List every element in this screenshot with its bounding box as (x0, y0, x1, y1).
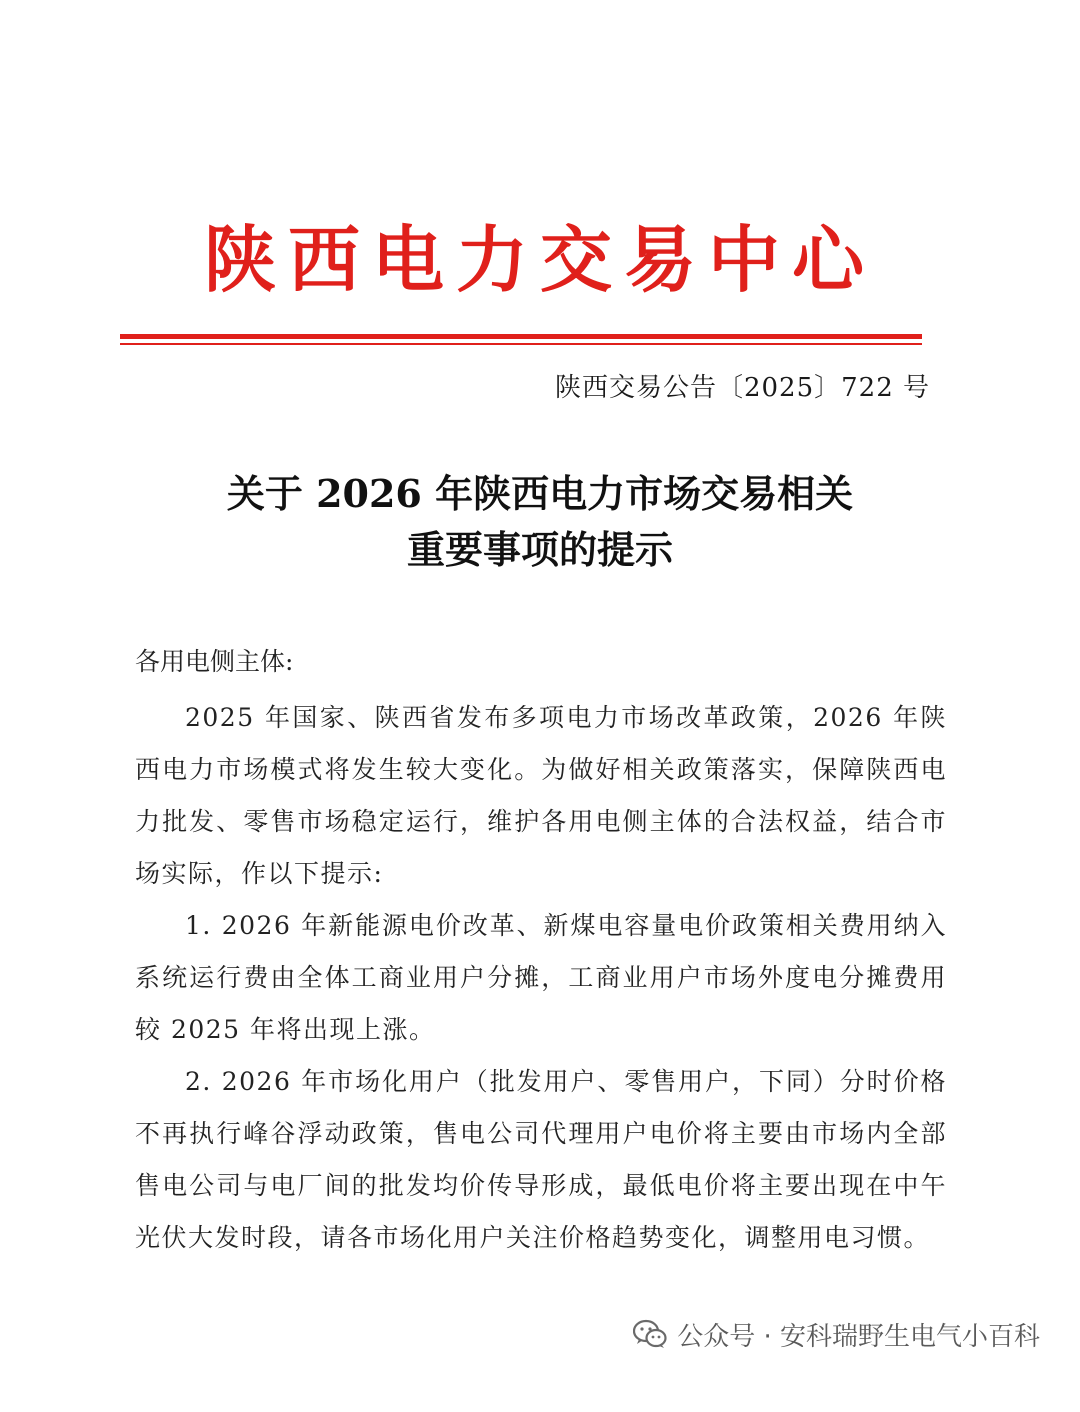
org-header: 陕西电力交易中心 (203, 217, 876, 302)
salutation: 各用电侧主体: (135, 647, 294, 676)
body-text (135, 692, 947, 1264)
doc-number: 陕西交易公告〔2025〕722 号 (554, 373, 930, 403)
doc-title-line-2: 重要事项的提示 (406, 527, 673, 572)
wechat-icon (633, 1319, 667, 1349)
paragraph-item-2: 2. 2026 年市场化用户（批发用户、零售用户，下同）分时价格不再执行峰谷浮动政策，售电公司代理用户电价将主要由市场内全部售电公司与电厂间的批发均价传导形成，最低电价将主要出现在中午光伏大发时段，请各市场化用户关注价格趋势变化，调整用电习惯。 (135, 1067, 947, 1252)
red-rule-thin (120, 343, 922, 345)
paragraph-item-1: 1. 2026 年新能源电价改革、新煤电容量电价政策相关费用纳入系统运行费由全体工商业用户分摊，工商业用户市场外度电分摊费用较 2025 年将出现上涨。 (135, 911, 947, 1044)
doc-title-line-1: 关于 2026 年陕西电力市场交易相关 (226, 471, 854, 516)
watermark-text: 公众号 · 安科瑞野生电气小百科 (677, 1321, 1040, 1352)
watermark (633, 1314, 1040, 1354)
red-rule-thick (120, 334, 922, 339)
doc-title (0, 466, 1080, 578)
paragraph-intro: 2025 年国家、陕西省发布多项电力市场改革政策，2026 年陕西电力市场模式将发生较大变化。为做好相关政策落实，保障陕西电力批发、零售市场稳定运行，维护各用电侧主体的合法权益，结合市场实际，作以下提示: (135, 703, 947, 888)
